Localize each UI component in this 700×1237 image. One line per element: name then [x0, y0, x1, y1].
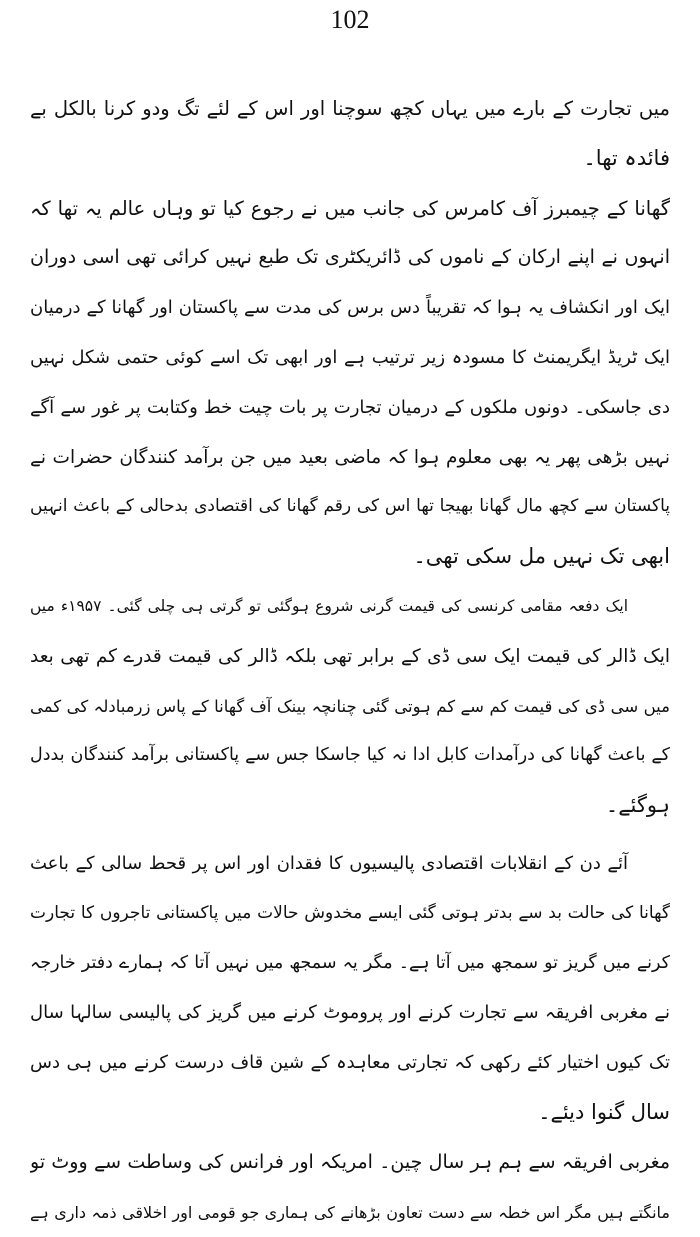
- paragraph: [30, 839, 670, 1138]
- text-line: تک کیوں اختیار کئے رکھی کہ تجارتی معاہدہ کے شین قاف درست کرنے میں ہی دس: [30, 1052, 670, 1074]
- text-line: ایک ڈالر کی قیمت ایک سی ڈی کے برابر تھی بلکہ ڈالر کی قیمت قدرے کم تھی بعد: [30, 645, 670, 667]
- text-line: انہوں نے اپنے ارکان کے ناموں کی ڈائریکٹری تک طبع نہیں کرائی تھی اسی دوران: [30, 246, 670, 269]
- text-line: مغربی افریقہ سے ہم ہر سال چین۔ امریکہ اور فرانس کی وساطت سے ووٹ تو: [30, 1150, 670, 1173]
- text-line: نہیں بڑھی پھر یہ بھی معلوم ہوا کہ ماضی بعید میں جن برآمد کنندگان حضرات نے: [30, 446, 670, 468]
- text-line: فائدہ تھا۔: [583, 145, 670, 170]
- text-line: ایک اور انکشاف یہ ہوا کہ تقریباً دس برس کی مدت سے پاکستان اور گھانا کے درمیان: [30, 297, 670, 319]
- article-text: [30, 84, 670, 1237]
- text-line: ہوگئے۔: [605, 793, 670, 818]
- text-line: گھانا کی حالت بد سے بدتر ہوتی گئی ایسے مخدوش حالات میں پاکستانی تاجروں کا تجارت: [30, 902, 670, 923]
- text-line: نے مغربی افریقہ سے تجارت کرنے اور پروموٹ کرنے میں گریز کی پالیسی سالہا سال: [30, 1002, 670, 1024]
- text-line: دی جاسکی۔ دونوں ملکوں کے درمیان تجارت پر بات چیت خط وکتابت پر غور سے آگے: [30, 396, 670, 418]
- paragraph: [30, 1138, 670, 1237]
- text-line: سال گنوا دیئے۔: [538, 1099, 670, 1124]
- text-line: ابھی تک نہیں مل سکی تھی۔: [413, 544, 670, 569]
- text-line: ایک دفعہ مقامی کرنسی کی قیمت گرنی شروع ہوگئی تو گرتی ہی چلی گئی۔ ۱۹۵۷ء میں: [30, 596, 629, 615]
- text-line: گھانا کے چیمبرز آف کامرس کی جانب میں نے رجوع کیا تو وہاں عالم یہ تھا کہ: [30, 196, 670, 220]
- text-line: کے باعث گھانا کی درآمدات کابل ادا نہ کیا جاسکا جس سے پاکستانی برآمد کنندگان بددل: [30, 745, 670, 766]
- text-line: مانگتے ہیں مگر اس خطہ سے دست تعاون بڑھانے کی ہماری جو قومی اور اخلاقی ذمہ داری ہے: [30, 1202, 670, 1222]
- text-line: میں تجارت کے بارے میں یہاں کچھ سوچنا اور اس کے لئے تگ ودو کرنا بالکل بے: [30, 97, 670, 120]
- text-line: کرنے میں گریز تو سمجھ میں آتا ہے۔ مگر یہ سمجھ میں نہیں آتا کہ ہمارے دفتر خارجہ: [30, 952, 670, 973]
- paragraph: [30, 84, 670, 184]
- paragraph: [30, 582, 670, 831]
- paragraph-gap: [30, 831, 670, 839]
- paragraph: [30, 184, 670, 582]
- page-number: 102: [330, 5, 370, 34]
- text-line: آئے دن کے انقلابات اقتصادی پالیسیوں کا فقدان اور اس پر قحط سالی کے باعث: [30, 852, 628, 874]
- text-line: میں سی ڈی کی قیمت کم سے کم ہوتی گئی چنانچہ بینک آف گھانا کے پاس زرمبادلہ کی کمی: [30, 696, 670, 716]
- text-line: ایک ٹریڈ ایگریمنٹ کا مسودہ زیر ترتیب ہے اور ابھی تک اسے کوئی حتمی شکل نہیں: [30, 346, 670, 368]
- text-line: پاکستان سے کچھ مال گھانا بھیجا تھا اس کی رقم گھانا کی اقتصادی بدحالی کے باعث انہیں: [30, 496, 670, 517]
